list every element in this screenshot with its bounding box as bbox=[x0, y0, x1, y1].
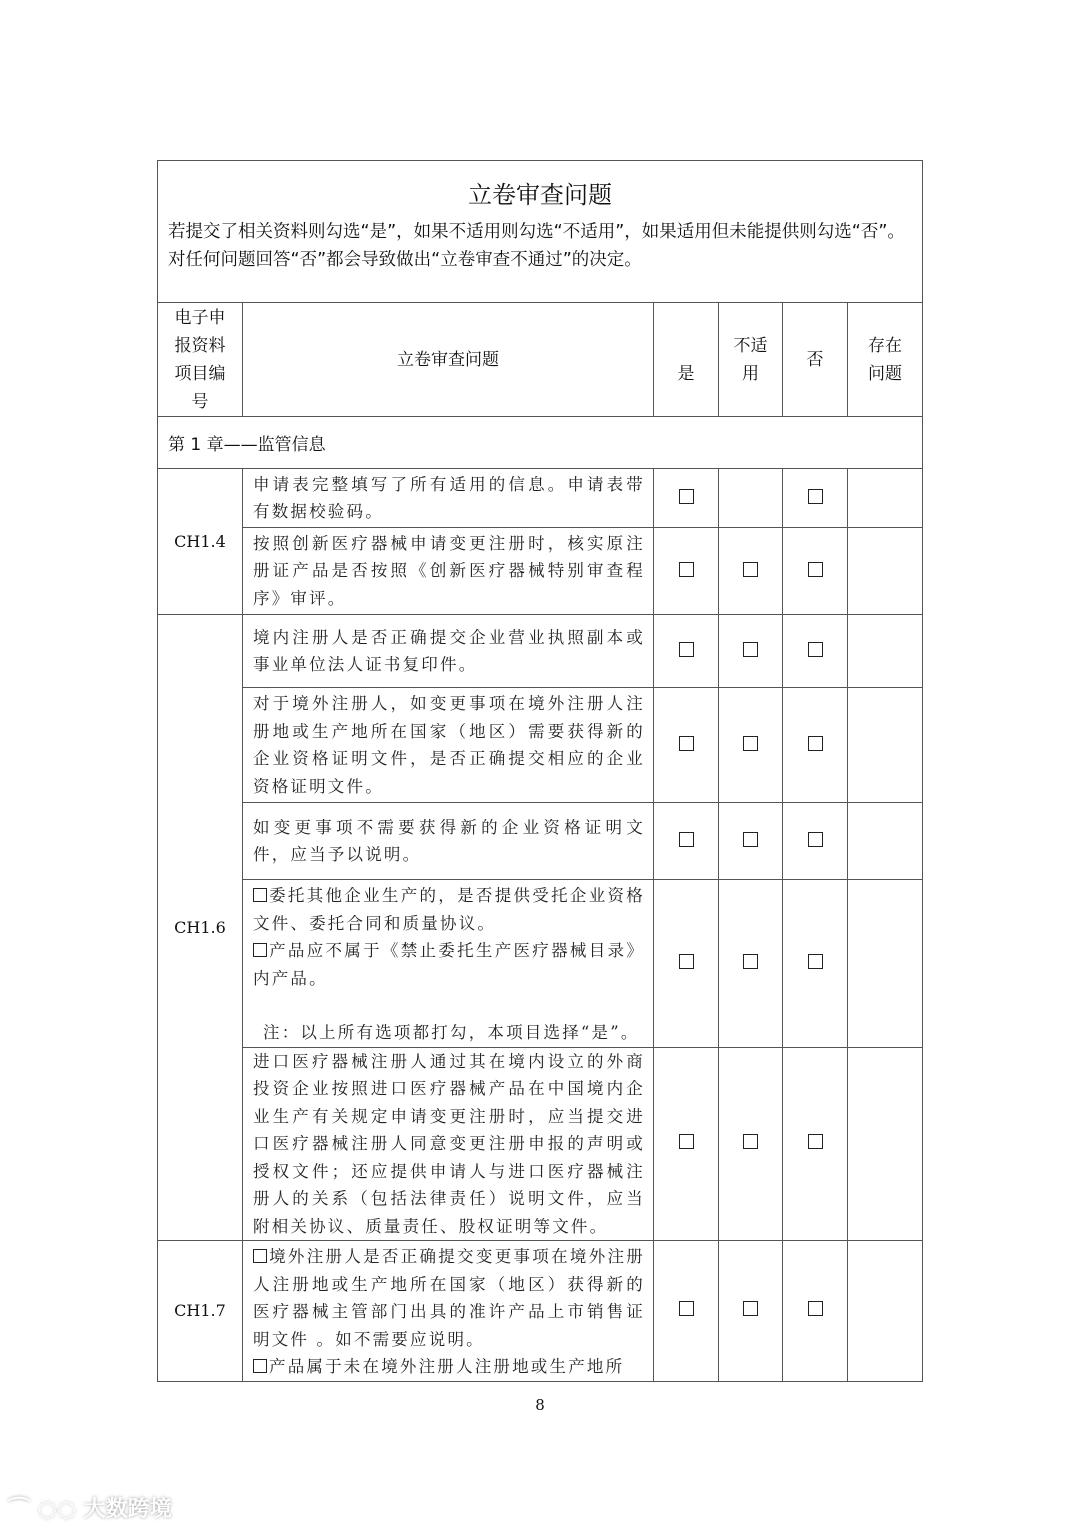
na-checkbox[interactable] bbox=[743, 1301, 758, 1316]
sub-item bbox=[253, 882, 645, 937]
no-checkbox[interactable] bbox=[808, 736, 823, 751]
no-cell bbox=[783, 615, 848, 688]
issue-cell[interactable] bbox=[848, 1047, 923, 1241]
header-question: 立卷审查问题 bbox=[243, 303, 654, 417]
yes-checkbox[interactable] bbox=[679, 642, 694, 657]
sub-item bbox=[253, 1243, 645, 1353]
yes-cell bbox=[654, 1047, 719, 1241]
na-cell bbox=[719, 1047, 783, 1241]
yes-cell bbox=[654, 469, 719, 528]
item-code: CH1.4 bbox=[158, 469, 243, 615]
sub-item-text: 委托其他企业生产的，是否提供受托企业资格文件、委托合同和质量协议。 bbox=[253, 886, 645, 933]
no-checkbox[interactable] bbox=[808, 1301, 823, 1316]
note: 注：以上所有选项都打勾，本项目选择“是”。 bbox=[263, 1023, 640, 1042]
header-no: 否 bbox=[783, 303, 848, 417]
no-cell bbox=[783, 469, 848, 528]
table-row bbox=[158, 880, 923, 1048]
no-cell bbox=[783, 1241, 848, 1382]
no-checkbox[interactable] bbox=[808, 954, 823, 969]
yes-cell bbox=[654, 1241, 719, 1382]
no-cell bbox=[783, 880, 848, 1048]
table-row bbox=[158, 1241, 923, 1382]
na-cell bbox=[719, 1241, 783, 1382]
question-cell: 按照创新医疗器械申请变更注册时，核实原注册证产品是否按照《创新医疗器械特别审查程序》审评。 bbox=[243, 528, 654, 615]
page-title: 立卷审查问题 bbox=[468, 181, 612, 209]
issue-cell[interactable] bbox=[848, 469, 923, 528]
checkbox[interactable] bbox=[253, 1359, 267, 1373]
header-box bbox=[157, 160, 923, 302]
table-row bbox=[158, 688, 923, 803]
no-checkbox[interactable] bbox=[808, 562, 823, 577]
watermark-logo: ⌒ ◌◌ 大数跨境 bbox=[8, 1497, 172, 1522]
question-cell: 如变更事项不需要获得新的企业资格证明文件，应当予以说明。 bbox=[243, 803, 654, 880]
table-row bbox=[158, 803, 923, 880]
checkbox[interactable] bbox=[253, 943, 267, 957]
no-cell bbox=[783, 528, 848, 615]
na-checkbox[interactable] bbox=[743, 1134, 758, 1149]
sub-item bbox=[253, 937, 645, 992]
no-checkbox[interactable] bbox=[808, 642, 823, 657]
issue-cell[interactable] bbox=[848, 880, 923, 1048]
no-cell bbox=[783, 1047, 848, 1241]
item-code: CH1.7 bbox=[158, 1241, 243, 1382]
table-row bbox=[158, 469, 923, 528]
checkbox[interactable] bbox=[253, 1249, 267, 1263]
header-yes: 是 bbox=[654, 303, 719, 417]
issue-cell[interactable] bbox=[848, 803, 923, 880]
no-checkbox[interactable] bbox=[808, 832, 823, 847]
yes-checkbox[interactable] bbox=[679, 832, 694, 847]
instruction-1: 若提交了相关资料则勾选“是”，如果不适用则勾选“不适用”，如果适用但未能提供则勾选“否”。 bbox=[168, 222, 905, 242]
page-number: 8 bbox=[535, 1396, 545, 1414]
yes-checkbox[interactable] bbox=[679, 1301, 694, 1316]
no-cell bbox=[783, 803, 848, 880]
sub-item-text: 境外注册人是否正确提交变更事项在境外注册人注册地或生产地所在国家（地区）获得新的医疗器械主管部门出具的准许产品上市销售证明文件 。如不需要应说明。 bbox=[253, 1247, 645, 1349]
yes-checkbox[interactable] bbox=[679, 1134, 694, 1149]
item-code: CH1.6 bbox=[158, 615, 243, 1241]
column-header-row bbox=[158, 303, 923, 417]
issue-cell[interactable] bbox=[848, 1241, 923, 1382]
yes-checkbox[interactable] bbox=[679, 489, 694, 504]
na-cell bbox=[719, 469, 783, 528]
checkbox[interactable] bbox=[253, 888, 267, 902]
chapter-title: 第 1 章——监管信息 bbox=[158, 417, 923, 469]
question-cell: 申请表完整填写了所有适用的信息。申请表带有数据校验码。 bbox=[243, 469, 654, 528]
sub-item-text: 产品应不属于《禁止委托生产医疗器械目录》内产品。 bbox=[253, 941, 645, 988]
yes-cell bbox=[654, 803, 719, 880]
table-row bbox=[158, 528, 923, 615]
na-cell bbox=[719, 615, 783, 688]
header-na: 不适用 bbox=[719, 303, 783, 417]
review-table bbox=[157, 302, 923, 1382]
yes-checkbox[interactable] bbox=[679, 562, 694, 577]
header-code: 电子申报资料项目编号 bbox=[158, 303, 243, 417]
issue-cell[interactable] bbox=[848, 615, 923, 688]
na-checkbox[interactable] bbox=[743, 736, 758, 751]
yes-cell bbox=[654, 688, 719, 803]
no-checkbox[interactable] bbox=[808, 1134, 823, 1149]
table-row bbox=[158, 1047, 923, 1241]
question-cell bbox=[243, 880, 654, 1048]
na-cell bbox=[719, 880, 783, 1048]
yes-cell bbox=[654, 528, 719, 615]
issue-cell[interactable] bbox=[848, 688, 923, 803]
na-checkbox[interactable] bbox=[743, 832, 758, 847]
yes-checkbox[interactable] bbox=[679, 954, 694, 969]
chapter-row bbox=[158, 417, 923, 469]
yes-checkbox[interactable] bbox=[679, 736, 694, 751]
header-issue: 存在问题 bbox=[848, 303, 923, 417]
question-cell: 境内注册人是否正确提交企业营业执照副本或事业单位法人证书复印件。 bbox=[243, 615, 654, 688]
no-checkbox[interactable] bbox=[808, 489, 823, 504]
sub-item bbox=[253, 1353, 645, 1381]
question-cell bbox=[243, 1241, 654, 1382]
na-checkbox[interactable] bbox=[743, 642, 758, 657]
sub-item-text: 产品属于未在境外注册人注册地或生产地所 bbox=[269, 1357, 625, 1376]
table-row bbox=[158, 615, 923, 688]
na-cell bbox=[719, 528, 783, 615]
na-cell bbox=[719, 688, 783, 803]
issue-cell[interactable] bbox=[848, 528, 923, 615]
yes-cell bbox=[654, 615, 719, 688]
na-checkbox[interactable] bbox=[743, 562, 758, 577]
question-cell: 进口医疗器械注册人通过其在境内设立的外商投资企业按照进口医疗器械产品在中国境内企业生产有关规定申请变更注册时，应当提交进口医疗器械注册人同意变更注册申报的声明或授权文件；还应提供申请人与进口医疗器械注册人的关系（包括法律责任）说明文件，应当附相关协议、质量责任、股权证明等文件。 bbox=[243, 1047, 654, 1241]
na-checkbox[interactable] bbox=[743, 954, 758, 969]
no-cell bbox=[783, 688, 848, 803]
yes-cell bbox=[654, 880, 719, 1048]
instruction-2: 对任何问题回答“否”都会导致做出“立卷审查不通过”的决定。 bbox=[168, 250, 642, 270]
question-cell: 对于境外注册人，如变更事项在境外注册人注册地或生产地所在国家（地区）需要获得新的企业资格证明文件，是否正确提交相应的企业资格证明文件。 bbox=[243, 688, 654, 803]
na-cell bbox=[719, 803, 783, 880]
